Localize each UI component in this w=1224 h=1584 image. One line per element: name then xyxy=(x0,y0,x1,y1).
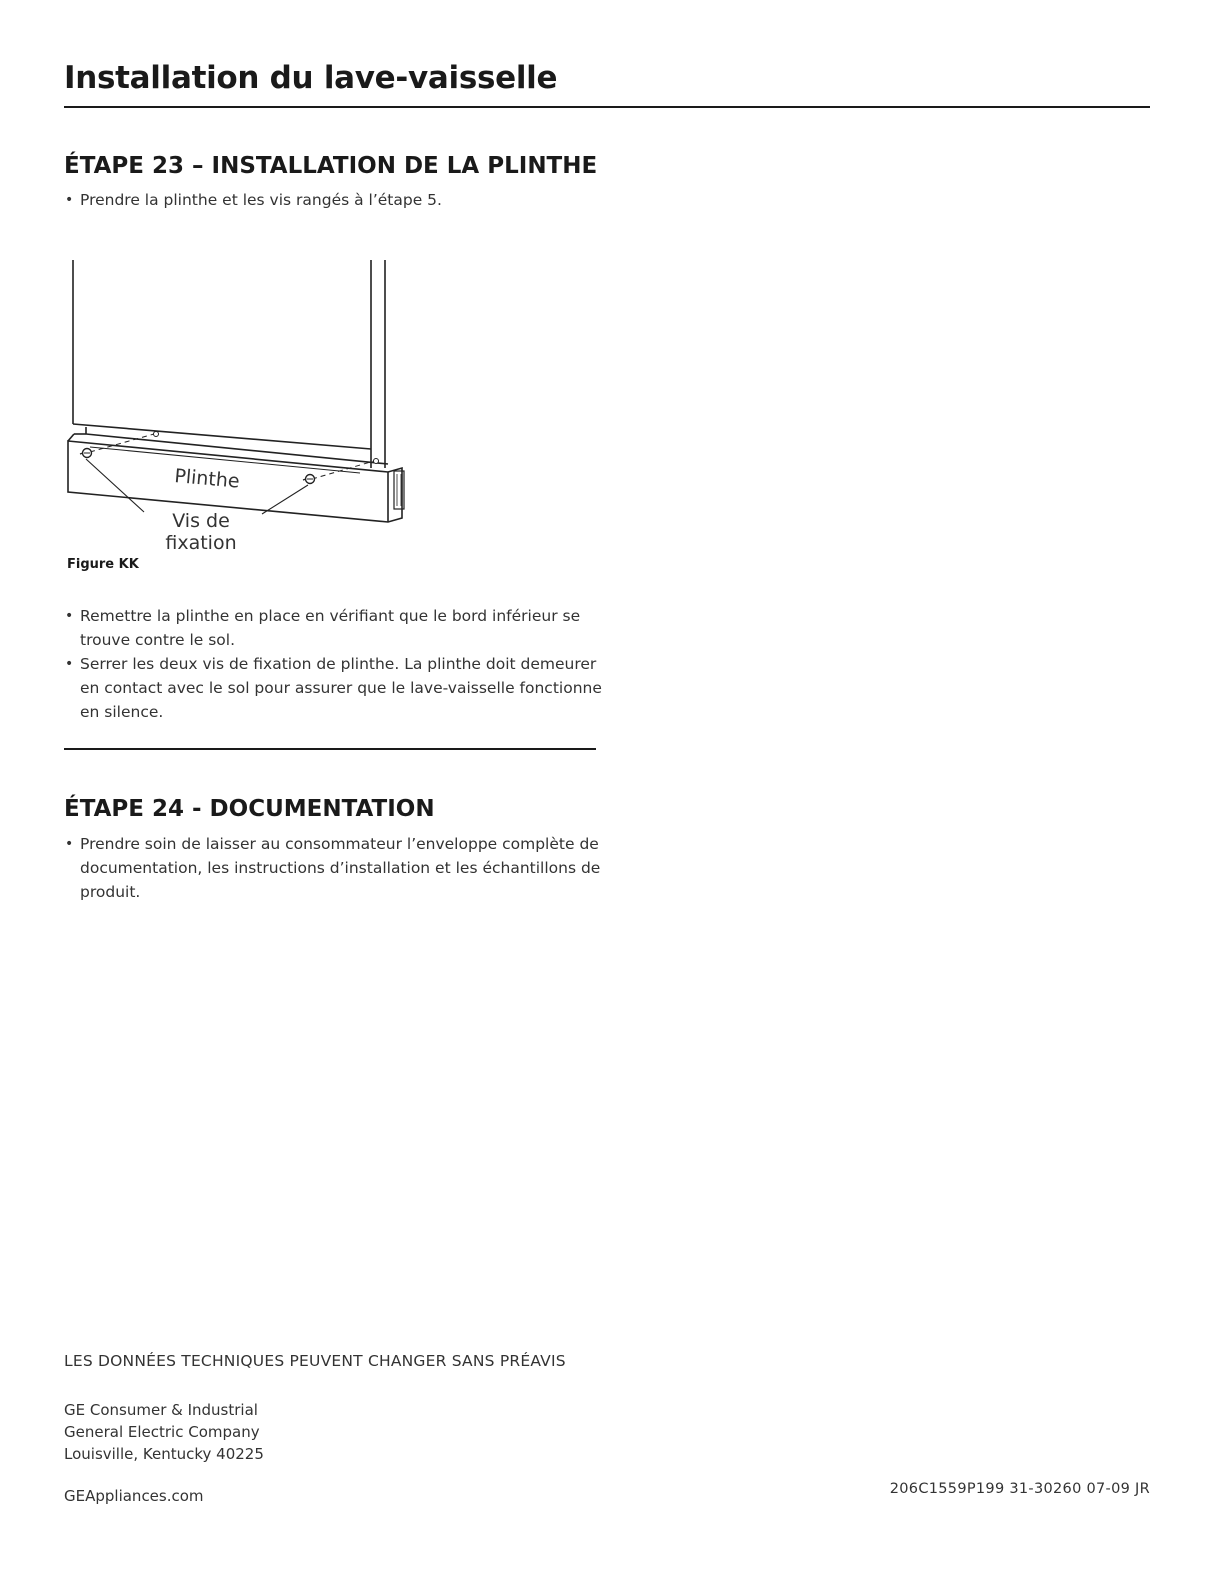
step23-intro-list xyxy=(64,188,604,212)
figure-caption: Figure KK xyxy=(67,557,139,572)
company-address xyxy=(64,1399,264,1465)
screw-left xyxy=(80,449,92,458)
list-item: • Prendre la plinthe et les vis rangés à l’étape 5. xyxy=(64,188,604,212)
specs-notice: LES DONNÉES TECHNIQUES PEUVENT CHANGER SANS PRÉAVIS xyxy=(64,1352,566,1370)
address-line: Louisville, Kentucky 40225 xyxy=(64,1445,264,1463)
document-number: 206C1559P199 31-30260 07-09 JR xyxy=(889,1481,1150,1497)
address-line: GE Consumer & Industrial xyxy=(64,1401,258,1419)
step23-heading: ÉTAPE 23 – INSTALLATION DE LA PLINTHE xyxy=(64,153,598,179)
step24-heading: ÉTAPE 24 - DOCUMENTATION xyxy=(64,796,435,822)
section-divider xyxy=(64,748,596,750)
kickplate-illustration xyxy=(60,256,420,552)
list-item: • Remettre la plinthe en place en vérifiant que le bord inférieur se trouve contre le sol. xyxy=(64,604,604,652)
step24-instructions xyxy=(64,832,604,904)
title-divider xyxy=(64,106,1150,108)
plinth-label: Plinthe xyxy=(173,465,241,493)
page-title: Installation du lave-vaisselle xyxy=(64,60,558,96)
list-item: • Serrer les deux vis de fixation de plinthe. La plinthe doit demeurer en contact avec le sol pour assurer que le lave-vaisselle fonctionne en silence. xyxy=(64,652,604,724)
website-link[interactable]: GEAppliances.com xyxy=(64,1487,204,1505)
step23-instructions xyxy=(64,604,604,724)
list-item: • Prendre soin de laisser au consommateur l’enveloppe complète de documentation, les instructions d’installation et les échantillons de produit. xyxy=(64,832,604,904)
address-line: General Electric Company xyxy=(64,1423,260,1441)
screws-label-line2: fixation xyxy=(165,532,237,552)
screw-right xyxy=(303,475,315,484)
screws-label-line1: Vis de xyxy=(172,510,230,532)
figure-kk xyxy=(60,256,420,552)
